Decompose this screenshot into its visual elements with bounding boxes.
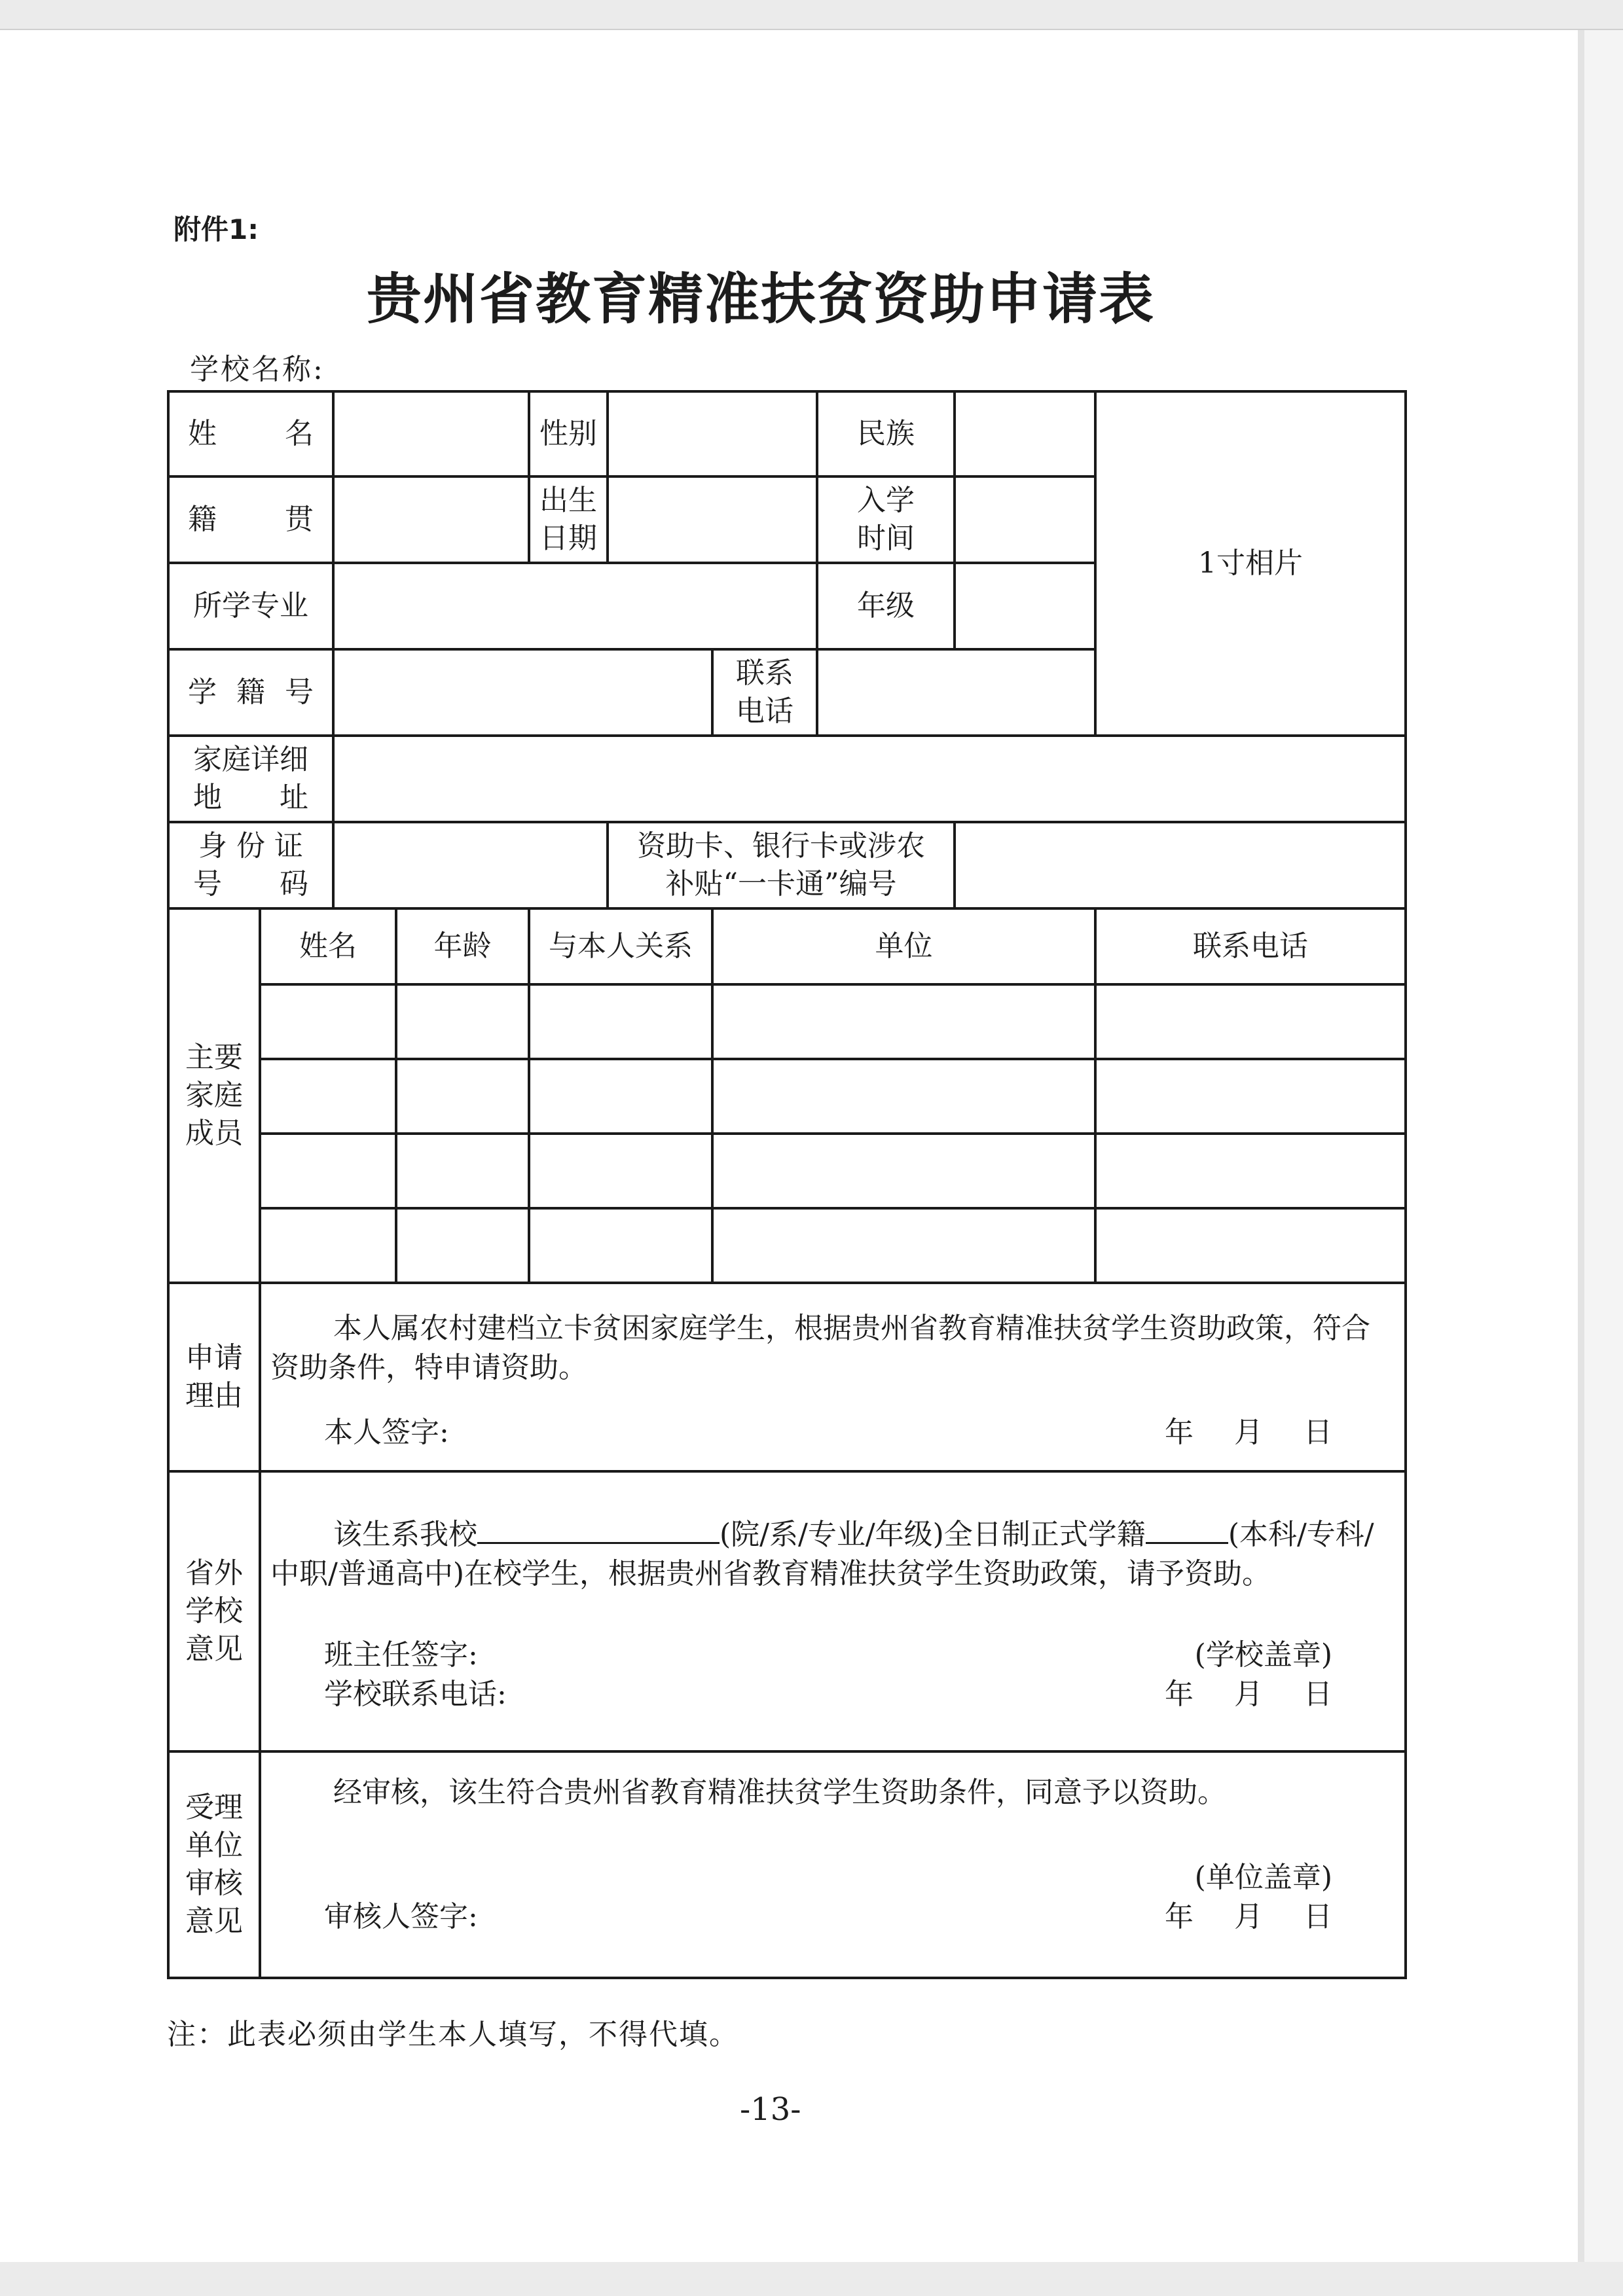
aid-card-label — [608, 822, 955, 908]
enroll-label-line1: 入学 — [857, 484, 915, 517]
outside-school-text — [261, 1513, 1404, 1594]
phone-label-line2: 电话 — [736, 694, 794, 728]
home-address-field[interactable] — [333, 736, 1406, 822]
student-number-field[interactable] — [333, 649, 712, 736]
family-cell[interactable] — [396, 1059, 529, 1134]
day-label: 日 — [1304, 1677, 1333, 1711]
attachment-label: 附件1: — [173, 213, 259, 245]
family-members-label — [168, 908, 260, 1283]
month-label: 月 — [1234, 1416, 1264, 1449]
outside-school-label — [168, 1471, 260, 1751]
family-cell[interactable] — [712, 1134, 1095, 1208]
enroll-time-label — [817, 476, 955, 563]
day-label: 日 — [1304, 1416, 1333, 1449]
review-section — [260, 1751, 1406, 1978]
unit-seal-row — [261, 1858, 1404, 1897]
family-cell[interactable] — [712, 1208, 1095, 1283]
birth-label-line1: 出生 — [539, 484, 598, 517]
review-date — [1165, 1897, 1332, 1937]
family-header-relation: 与本人关系 — [529, 908, 712, 984]
teacher-signature-row — [261, 1636, 1404, 1675]
id-number-label — [168, 822, 333, 908]
photo-box — [1095, 391, 1406, 736]
family-header-name: 姓名 — [260, 908, 396, 984]
school-phone-label: 学校联系电话: — [324, 1677, 507, 1711]
family-cell[interactable] — [260, 984, 396, 1059]
phone-label-line1: 联系 — [736, 656, 794, 690]
day-label: 日 — [1304, 1900, 1333, 1933]
family-label-line3: 成员 — [185, 1117, 243, 1150]
ethnicity-label: 民族 — [817, 391, 955, 476]
contact-phone-label — [712, 649, 817, 736]
gender-field[interactable] — [608, 391, 817, 476]
ethnicity-field[interactable] — [955, 391, 1095, 476]
family-cell[interactable] — [396, 1208, 529, 1283]
applicant-signature-label: 本人签字: — [324, 1416, 449, 1449]
enrollment-level-blank[interactable] — [1146, 1513, 1228, 1544]
unit-seal-label: (单位盖章) — [1194, 1861, 1333, 1894]
major-field[interactable] — [333, 563, 817, 649]
reason-label-line2: 理由 — [185, 1379, 243, 1412]
month-label: 月 — [1234, 1900, 1264, 1933]
reason-label-line1: 申请 — [185, 1341, 243, 1374]
review-text: 经审核，该生符合贵州省教育精准扶贫学生资助条件，同意予以资助。 — [333, 1776, 1226, 1809]
review-label-line3: 审核 — [185, 1867, 243, 1900]
aid-card-field[interactable] — [955, 822, 1406, 908]
photo-label: 1寸相片 — [1198, 547, 1304, 580]
form-title: 贵州省教育精准扶贫资助申请表 — [367, 267, 1156, 331]
family-cell[interactable] — [260, 1134, 396, 1208]
birth-label-line2: 日期 — [539, 522, 598, 555]
outside-label-line2: 学校 — [185, 1594, 243, 1628]
review-label-line2: 单位 — [185, 1829, 243, 1862]
page-number: -13- — [740, 2091, 801, 2128]
school-phone-row — [261, 1675, 1404, 1714]
school-name-label: 学校名称: — [190, 353, 325, 386]
year-label: 年 — [1165, 1900, 1194, 1933]
school-blank-field[interactable] — [477, 1513, 720, 1544]
card-label-line2: 补贴“一卡通”编号 — [665, 867, 897, 901]
family-cell[interactable] — [260, 1208, 396, 1283]
home-address-label — [168, 736, 333, 822]
address-label-line2: 地 址 — [193, 781, 308, 814]
student-number-label: 学 籍 号 — [168, 649, 333, 736]
enroll-time-field[interactable] — [955, 476, 1095, 563]
family-cell[interactable] — [396, 1134, 529, 1208]
grade-label: 年级 — [817, 563, 955, 649]
enroll-label-line2: 时间 — [857, 522, 915, 555]
outside-text-part2: (院/系/专业/年级)全日制正式学籍 — [720, 1517, 1146, 1551]
outside-school-date — [1165, 1675, 1332, 1714]
reviewer-signature-label: 审核人签字: — [324, 1900, 478, 1933]
family-cell[interactable] — [1095, 984, 1406, 1059]
family-label-line2: 家庭 — [185, 1079, 243, 1112]
origin-field[interactable] — [333, 476, 529, 563]
reason-text: 本人属农村建档立卡贫困家庭学生，根据贵州省教育精准扶贫学生资助政策，符合资助条件，特申请资助。 — [270, 1312, 1370, 1384]
application-form-table — [167, 390, 1407, 1979]
family-cell[interactable] — [529, 1059, 712, 1134]
family-cell[interactable] — [529, 1134, 712, 1208]
origin-label: 籍 贯 — [168, 476, 333, 563]
scan-bottom-margin — [0, 2262, 1623, 2296]
reviewer-signature-row — [261, 1897, 1404, 1937]
outside-text-part3: (本科/专科/中职/普通高中)在校学生，根据贵州省教育精准扶贫学生资助政策，请予资助。 — [270, 1517, 1374, 1590]
major-label: 所学专业 — [168, 563, 333, 649]
contact-phone-field[interactable] — [817, 649, 1095, 736]
outside-label-line1: 省外 — [185, 1556, 243, 1590]
id-number-field[interactable] — [333, 822, 608, 908]
name-field[interactable] — [333, 391, 529, 476]
reason-section — [260, 1283, 1406, 1471]
address-label-line1: 家庭详细 — [193, 743, 308, 776]
grade-field[interactable] — [955, 563, 1095, 649]
family-header-phone: 联系电话 — [1095, 908, 1406, 984]
scan-right-margin — [1584, 30, 1623, 2262]
outside-label-line3: 意见 — [185, 1632, 243, 1666]
family-cell[interactable] — [1095, 1059, 1406, 1134]
card-label-line1: 资助卡、银行卡或涉农 — [637, 829, 926, 863]
birth-date-field[interactable] — [608, 476, 817, 563]
family-cell[interactable] — [260, 1059, 396, 1134]
reason-date — [1165, 1414, 1332, 1452]
footnote: 注：此表必须由学生本人填写，不得代填。 — [167, 2018, 739, 2051]
family-header-employer: 单位 — [712, 908, 1095, 984]
birth-date-label — [529, 476, 608, 563]
family-label-line1: 主要 — [185, 1041, 243, 1074]
id-label-line1: 身 份 证 — [198, 829, 303, 863]
review-label-line1: 受理 — [185, 1791, 243, 1824]
family-cell[interactable] — [712, 1059, 1095, 1134]
school-seal-label: (学校盖章) — [1194, 1638, 1333, 1672]
family-cell[interactable] — [396, 984, 529, 1059]
family-cell[interactable] — [712, 984, 1095, 1059]
family-header-age: 年龄 — [396, 908, 529, 984]
year-label: 年 — [1165, 1416, 1194, 1449]
reason-label — [168, 1283, 260, 1471]
month-label: 月 — [1234, 1677, 1264, 1711]
teacher-signature-label: 班主任签字: — [324, 1638, 478, 1672]
outside-text-part1: 该生系我校 — [333, 1517, 477, 1551]
name-label: 姓 名 — [168, 391, 333, 476]
gender-label: 性别 — [529, 391, 608, 476]
year-label: 年 — [1165, 1677, 1194, 1711]
family-cell[interactable] — [1095, 1134, 1406, 1208]
reason-signature-row — [261, 1414, 1404, 1452]
outside-school-section — [260, 1471, 1406, 1751]
family-cell[interactable] — [529, 984, 712, 1059]
id-label-line2: 号 码 — [193, 867, 308, 901]
review-label-line4: 意见 — [185, 1905, 243, 1938]
family-cell[interactable] — [1095, 1208, 1406, 1283]
review-label — [168, 1751, 260, 1978]
family-cell[interactable] — [529, 1208, 712, 1283]
